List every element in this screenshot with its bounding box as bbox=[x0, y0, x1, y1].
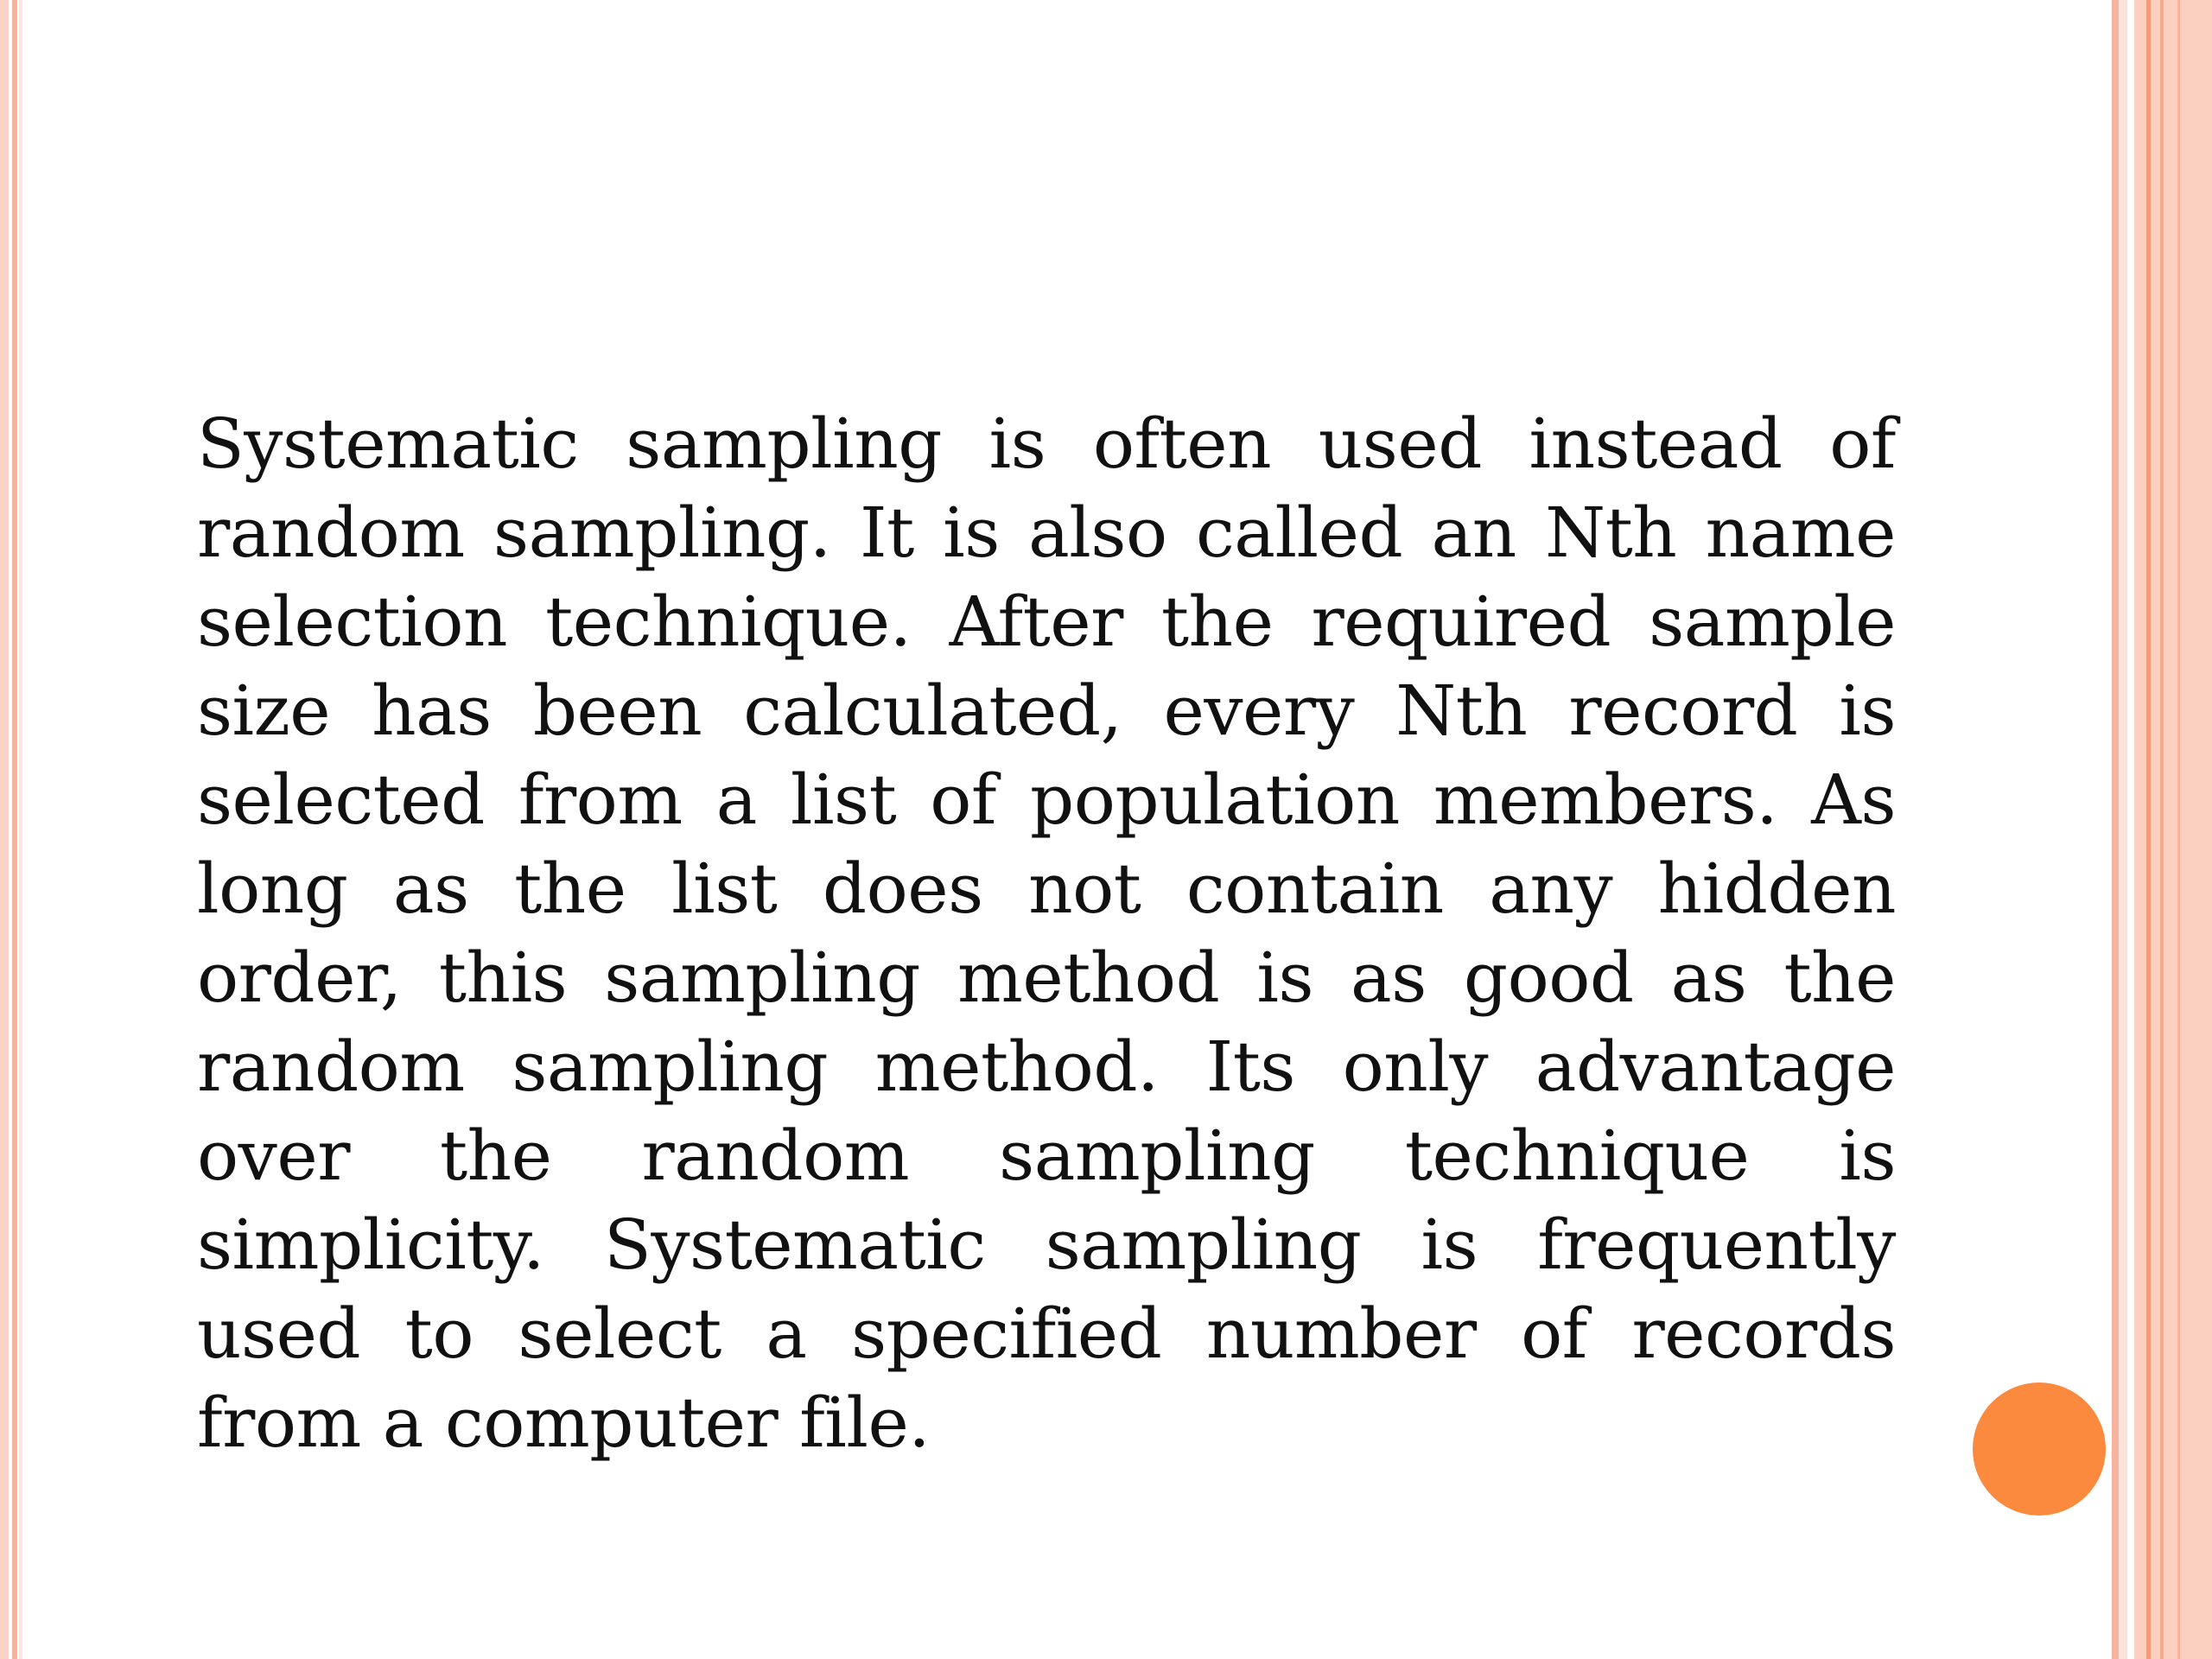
left-border-line bbox=[19, 0, 22, 1659]
right-border-line bbox=[2119, 0, 2127, 1659]
right-border-line bbox=[2177, 0, 2180, 1659]
accent-circle bbox=[1973, 1382, 2106, 1516]
right-border-line bbox=[2112, 0, 2119, 1659]
right-border-line bbox=[2160, 0, 2164, 1659]
left-border-line bbox=[0, 0, 9, 1659]
right-border-line bbox=[2146, 0, 2151, 1659]
left-border-line bbox=[12, 0, 17, 1659]
slide-body-text: Systematic sampling is often used instead of random sampling. It is also called an Nth name selection technique. After the required sample size has been calculated, every Nth record is selected from a list of population members. As long as the list does not contain any hidden order, this sampling method is as good as the random sampling method. Its only advantage over the random sampling technique is simplicity. Systematic sampling is frequently used to select a specified number of records from a computer file. bbox=[197, 404, 1896, 1463]
